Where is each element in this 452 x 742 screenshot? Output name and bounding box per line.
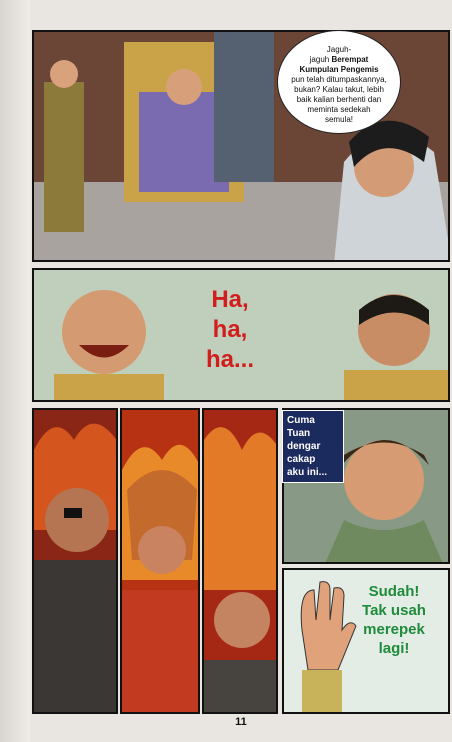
caption-line: aku ini... bbox=[287, 467, 328, 478]
panel-wild-hair-man bbox=[120, 408, 200, 714]
laugh-line: Ha, bbox=[211, 286, 249, 313]
caption-line: dengar bbox=[287, 441, 321, 452]
page-number: 11 bbox=[235, 716, 247, 728]
wild-hair-man-illustration bbox=[122, 410, 200, 714]
panel-eyepatch-man bbox=[32, 408, 118, 714]
speech-bubble-taunt bbox=[277, 30, 401, 134]
laugh-text bbox=[185, 285, 275, 375]
speech-line: pun telah ditumpaskannya, bbox=[291, 75, 387, 84]
speech-stop bbox=[340, 582, 448, 658]
speech-line: Sudah! bbox=[368, 583, 420, 600]
speech-line: Jaguh- bbox=[326, 45, 352, 54]
bald-man-illustration bbox=[204, 410, 278, 714]
page-edge bbox=[0, 0, 30, 742]
caption-box bbox=[282, 410, 344, 483]
laugh-line: ha... bbox=[205, 346, 254, 373]
panel-bald-man bbox=[202, 408, 278, 714]
speech-line: semula! bbox=[324, 115, 353, 124]
speech-text: jaguh bbox=[309, 55, 332, 64]
speech-bold-text: Berempat bbox=[331, 55, 369, 64]
speech-line: baik kalian berhenti dan bbox=[296, 95, 382, 104]
laugh-line: ha, bbox=[212, 316, 248, 343]
caption-line: cakap bbox=[287, 454, 316, 465]
speech-line bbox=[288, 55, 390, 65]
speech-line: merepek bbox=[363, 621, 425, 638]
speech-line: meminta sedekah bbox=[307, 105, 371, 114]
caption-line: Cuma bbox=[287, 415, 315, 426]
caption-line: Tuan bbox=[287, 428, 311, 439]
eyepatch-man-illustration bbox=[34, 410, 118, 714]
speech-line: Tak usah bbox=[362, 602, 426, 619]
speech-line: bukan? Kalau takut, lebih bbox=[294, 85, 384, 94]
speech-line: lagi! bbox=[378, 640, 410, 657]
speech-bold-line: Kumpulan Pengemis bbox=[299, 65, 379, 74]
